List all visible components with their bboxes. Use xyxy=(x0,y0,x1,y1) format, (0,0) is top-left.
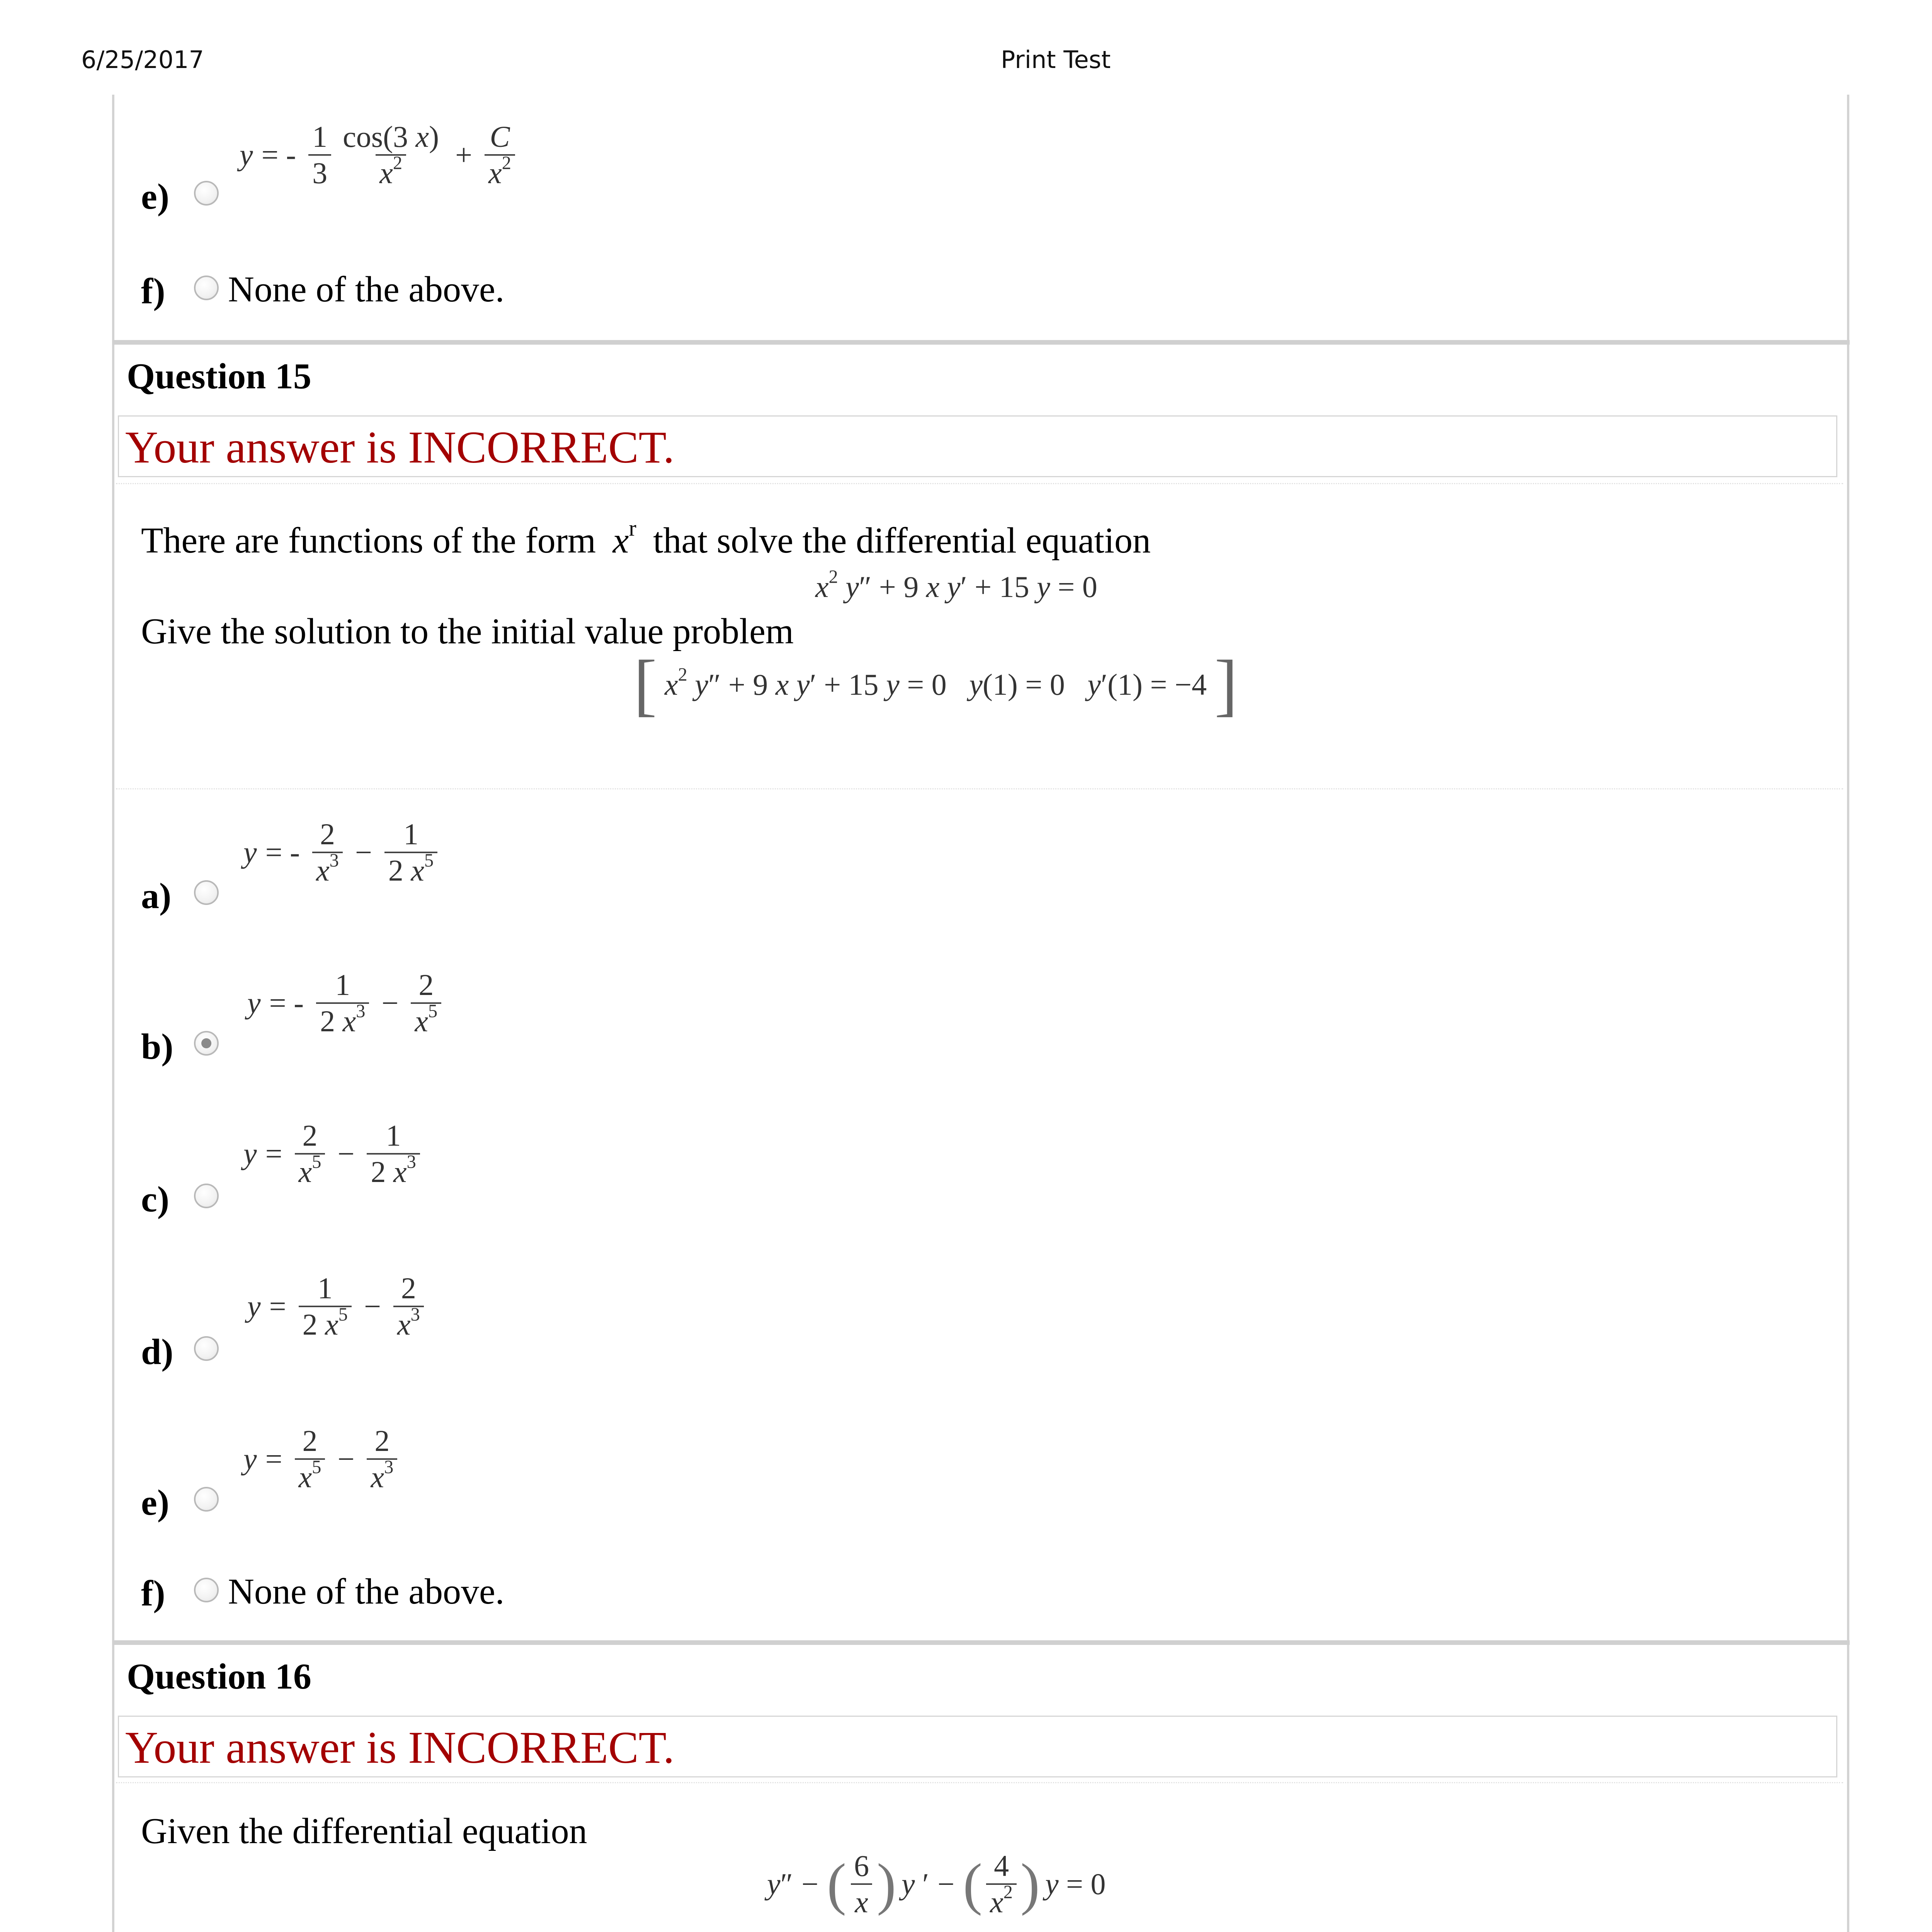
frame-right-border xyxy=(1847,95,1849,1932)
q15-option-c-label: c) xyxy=(141,1179,170,1219)
q15-option-b-radio[interactable] xyxy=(194,1031,219,1056)
q15-option-c-formula: y = $\frac{2}{x^5}$ − $\frac{1}{2 x^3}$ xyxy=(243,1121,424,1187)
question-separator xyxy=(113,1640,1850,1645)
print-title: Print Test xyxy=(1001,46,1111,74)
q15-option-e-label: e) xyxy=(141,1483,170,1523)
q15-prompt-part1: There are functions of the form xyxy=(141,520,596,561)
q15-option-f-label: f) xyxy=(141,1573,165,1614)
q15-option-d-label: d) xyxy=(141,1332,173,1372)
q16-differential-equation: y ″ − ( $\frac{6}{x}$ ) y ′ − ( $\frac{4}{x^2}$ ) y = 0 xyxy=(767,1849,1106,1919)
question-15-prompt-line1 xyxy=(141,515,1151,561)
q15-form-xr: $x^r$ xyxy=(612,515,636,561)
prev-option-f-radio[interactable] xyxy=(194,276,219,300)
question-16-status: Your answer is INCORRECT. xyxy=(118,1716,1837,1777)
question-16-prompt-line1: Given the differential equation xyxy=(141,1811,587,1851)
question-separator xyxy=(113,340,1850,345)
divider xyxy=(116,483,1843,484)
q15-option-e-radio[interactable] xyxy=(194,1487,219,1512)
question-16-title: Question 16 xyxy=(127,1656,311,1697)
q15-differential-equation: $x^2$ y″ + 9 x y′ + 15 y = 0 xyxy=(815,566,1097,604)
q15-option-b-label: b) xyxy=(141,1027,173,1067)
frame-left-border xyxy=(112,95,114,1932)
prev-option-f-text: None of the above. xyxy=(228,269,505,310)
question-15-title: Question 15 xyxy=(127,356,311,396)
q15-option-a-formula: y = - $\frac{2}{x^3}$ − $\frac{1}{2 x^5}$ xyxy=(243,819,441,886)
q15-prompt-part2: that solve the differential equation xyxy=(653,520,1151,561)
q15-option-c-radio[interactable] xyxy=(194,1184,219,1208)
q15-option-d-formula: y = $\frac{1}{2 x^5}$ − $\frac{2}{x^3}$ xyxy=(247,1273,428,1340)
print-date: 6/25/2017 xyxy=(81,46,204,74)
prev-option-e-label: e) xyxy=(141,177,170,217)
q15-option-d-radio[interactable] xyxy=(194,1336,219,1361)
q15-option-a-radio[interactable] xyxy=(194,880,219,905)
prev-option-f-label: f) xyxy=(141,271,165,311)
question-15-prompt-line2: Give the solution to the initial value problem xyxy=(141,611,794,651)
prev-option-e-formula: y = - $\frac{1}{3}$ $\frac{\cos(3 x)}{x^2}$ + $\frac{C}{x^2}$ xyxy=(240,122,519,188)
prev-option-e-radio[interactable] xyxy=(194,181,219,206)
q15-initial-value-problem: [ $x^2$ y″ + 9 x y′ + 15 y = 0 y(1) = 0 y′(1) = −4 ] xyxy=(634,646,1238,723)
q15-option-b-formula: y = - $\frac{1}{2 x^3}$ − $\frac{2}{x^5}$ xyxy=(247,970,445,1036)
q15-option-a-label: a) xyxy=(141,876,172,916)
divider xyxy=(116,788,1843,789)
q15-option-f-text: None of the above. xyxy=(228,1571,505,1612)
question-15-status: Your answer is INCORRECT. xyxy=(118,415,1837,477)
q15-option-f-radio[interactable] xyxy=(194,1578,219,1602)
q15-option-e-formula: y = $\frac{2}{x^5}$ − $\frac{2}{x^3}$ xyxy=(243,1426,401,1492)
divider xyxy=(116,1782,1843,1783)
